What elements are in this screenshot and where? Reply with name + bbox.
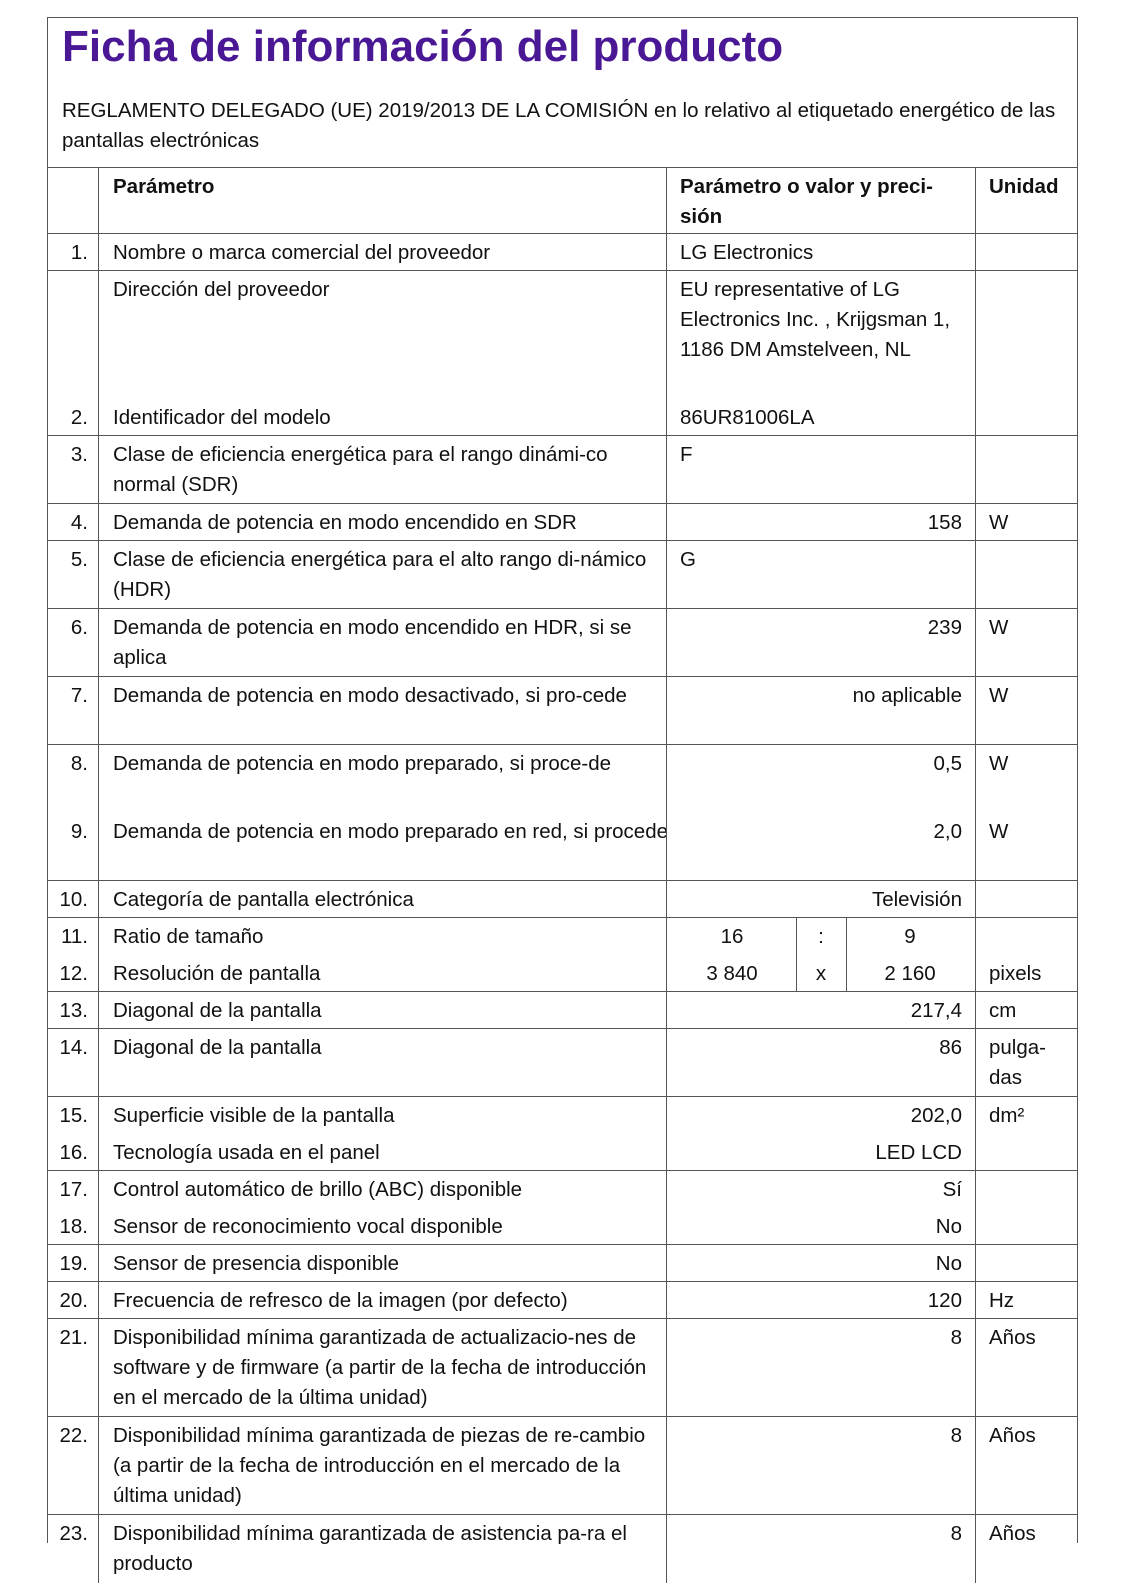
page-title: Ficha de información del producto bbox=[62, 22, 784, 71]
row-value: No bbox=[935, 1214, 962, 1238]
row-value: 217,4 bbox=[910, 998, 962, 1022]
row-parameter: Resolución de pantalla bbox=[113, 961, 321, 985]
row-parameter: Tecnología usada en el panel bbox=[113, 1140, 380, 1164]
row-value: Sí bbox=[942, 1177, 962, 1201]
row-value-b: 2 160 bbox=[884, 961, 936, 985]
row-parameter: Demanda de potencia en modo encendido en SDR bbox=[113, 510, 577, 534]
row-value: 158 bbox=[927, 510, 962, 534]
table-row bbox=[48, 234, 1077, 271]
row-unit: Años bbox=[989, 1521, 1036, 1545]
row-parameter: Superficie visible de la pantalla bbox=[113, 1103, 395, 1127]
row-parameter: Demanda de potencia en modo preparado, si proce-de bbox=[113, 751, 612, 775]
column-header-parameter: Parámetro bbox=[113, 175, 215, 198]
row-parameter: Identificador del modelo bbox=[113, 405, 331, 429]
row-number: 9. bbox=[70, 819, 88, 843]
row-number: 6. bbox=[70, 615, 88, 639]
table-row bbox=[48, 918, 1077, 955]
row-value: 8 bbox=[950, 1325, 962, 1349]
row-value-a: 3 840 bbox=[706, 961, 758, 985]
row-number: 20. bbox=[59, 1288, 88, 1312]
row-value: G bbox=[680, 547, 696, 571]
table-row bbox=[48, 1097, 1077, 1134]
row-value: no aplicable bbox=[852, 683, 962, 707]
row-parameter: Frecuencia de refresco de la imagen (por defecto) bbox=[113, 1288, 568, 1312]
row-value-a: 16 bbox=[720, 924, 744, 948]
row-parameter: Clase de eficiencia energética para el alto rango di-námico (HDR) bbox=[113, 547, 647, 601]
row-unit: pixels bbox=[989, 961, 1042, 985]
divider-ratio-left bbox=[796, 918, 797, 992]
row-value: 120 bbox=[927, 1288, 962, 1312]
row-parameter: Dirección del proveedor bbox=[113, 277, 330, 301]
row-parameter: Diagonal de la pantalla bbox=[113, 1035, 322, 1059]
divider-value bbox=[975, 168, 976, 1583]
row-number: 12. bbox=[59, 961, 88, 985]
table-row bbox=[48, 955, 1077, 992]
table-row bbox=[48, 813, 1077, 881]
row-unit: W bbox=[989, 510, 1009, 534]
row-value: F bbox=[680, 442, 693, 466]
row-number: 21. bbox=[59, 1325, 88, 1349]
table-row bbox=[48, 609, 1077, 677]
row-parameter: Ratio de tamaño bbox=[113, 924, 264, 948]
row-number: 10. bbox=[59, 887, 88, 911]
row-number: 18. bbox=[59, 1214, 88, 1238]
row-value: 86 bbox=[939, 1035, 962, 1059]
row-value-separator: x bbox=[815, 961, 827, 985]
row-number: 3. bbox=[70, 442, 88, 466]
row-number: 2. bbox=[70, 405, 88, 429]
row-value: Televisión bbox=[871, 887, 962, 911]
row-unit: W bbox=[989, 751, 1009, 775]
row-unit: W bbox=[989, 683, 1009, 707]
row-value-b: 9 bbox=[904, 924, 916, 948]
row-unit: Hz bbox=[989, 1288, 1015, 1312]
row-number: 11. bbox=[61, 924, 88, 948]
row-value: LED LCD bbox=[875, 1140, 962, 1164]
row-number: 19. bbox=[59, 1251, 88, 1275]
row-parameter: Disponibilidad mínima garantizada de actualizacio-nes de software y de firmware (a partir de la fecha de introducción en el mercado de la última unidad) bbox=[113, 1325, 647, 1409]
row-parameter: Demanda de potencia en modo desactivado, si pro-cede bbox=[113, 683, 627, 707]
table-row bbox=[48, 881, 1077, 918]
row-unit: W bbox=[989, 615, 1009, 639]
table-row bbox=[48, 271, 1077, 399]
column-header-value-line1: Parámetro o valor y preci- bbox=[680, 175, 933, 198]
table-header-row bbox=[48, 168, 1077, 234]
table-row bbox=[48, 677, 1077, 745]
row-number: 15. bbox=[59, 1103, 88, 1127]
row-unit: pulga-das bbox=[989, 1035, 1046, 1089]
regulation-subtitle: REGLAMENTO DELEGADO (UE) 2019/2013 DE LA COMISIÓN en lo relativo al etiquetado energético de las pantallas electrónicas bbox=[62, 99, 1056, 152]
row-parameter: Nombre o marca comercial del proveedor bbox=[113, 240, 491, 264]
row-parameter: Sensor de reconocimiento vocal disponible bbox=[113, 1214, 503, 1238]
row-parameter: Disponibilidad mínima garantizada de asistencia pa-ra el producto bbox=[113, 1521, 627, 1575]
row-value: No bbox=[935, 1251, 962, 1275]
table-row bbox=[48, 1282, 1077, 1319]
column-header-value bbox=[680, 172, 960, 232]
row-parameter: Control automático de brillo (ABC) disponible bbox=[113, 1177, 523, 1201]
row-parameter: Demanda de potencia en modo preparado en red, si procede bbox=[113, 819, 669, 843]
row-parameter: Disponibilidad mínima garantizada de piezas de re-cambio (a partir de la fecha de introducción en el mercado de la última unidad) bbox=[113, 1423, 646, 1507]
row-parameter: Categoría de pantalla electrónica bbox=[113, 887, 414, 911]
row-parameter: Diagonal de la pantalla bbox=[113, 998, 322, 1022]
row-parameter: Demanda de potencia en modo encendido en HDR, si se aplica bbox=[113, 615, 632, 669]
table-row bbox=[48, 1208, 1077, 1245]
row-number: 14. bbox=[59, 1035, 88, 1059]
table-row bbox=[48, 1417, 1077, 1515]
column-header-unit: Unidad bbox=[989, 175, 1059, 198]
table-row bbox=[48, 745, 1077, 813]
row-number: 13. bbox=[59, 998, 88, 1022]
table-row bbox=[48, 1029, 1077, 1097]
divider-ratio-right bbox=[846, 918, 847, 992]
row-value: 8 bbox=[950, 1521, 962, 1545]
row-value: 239 bbox=[927, 615, 962, 639]
row-number: 16. bbox=[59, 1140, 88, 1164]
row-unit: Años bbox=[989, 1325, 1036, 1349]
row-unit: Años bbox=[989, 1423, 1036, 1447]
row-number: 7. bbox=[70, 683, 88, 707]
row-number: 17. bbox=[59, 1177, 88, 1201]
row-parameter: Sensor de presencia disponible bbox=[113, 1251, 400, 1275]
row-unit: dm² bbox=[989, 1103, 1025, 1127]
row-number: 22. bbox=[59, 1423, 88, 1447]
table-row bbox=[48, 399, 1077, 436]
table-row bbox=[48, 436, 1077, 504]
row-unit: cm bbox=[989, 998, 1017, 1022]
row-value: LG Electronics bbox=[680, 240, 814, 264]
row-number: 23. bbox=[59, 1521, 88, 1545]
row-unit: W bbox=[989, 819, 1009, 843]
row-value: 0,5 bbox=[933, 751, 962, 775]
row-number: 1. bbox=[70, 240, 88, 264]
row-number: 4. bbox=[70, 510, 88, 534]
table-row bbox=[48, 1245, 1077, 1282]
table-row bbox=[48, 1319, 1077, 1417]
table-row bbox=[48, 1134, 1077, 1171]
row-value: 2,0 bbox=[933, 819, 962, 843]
row-value: EU representative of LG Electronics Inc. , Krijgsman 1, 1186 DM Amstelveen, NL bbox=[680, 277, 951, 361]
row-parameter: Clase de eficiencia energética para el rango dinámi-co normal (SDR) bbox=[113, 442, 608, 496]
divider-number bbox=[98, 168, 99, 1583]
row-value: 202,0 bbox=[910, 1103, 962, 1127]
table-row bbox=[48, 1515, 1077, 1583]
row-value: 86UR81006LA bbox=[680, 405, 815, 429]
table-row bbox=[48, 1171, 1077, 1208]
divider-param bbox=[666, 168, 667, 1583]
table-row bbox=[48, 541, 1077, 609]
row-value: 8 bbox=[950, 1423, 962, 1447]
table-row bbox=[48, 992, 1077, 1029]
row-number: 5. bbox=[70, 547, 88, 571]
row-number: 8. bbox=[70, 751, 88, 775]
product-info-sheet bbox=[47, 17, 1078, 1575]
row-value-separator: : bbox=[818, 924, 824, 948]
table-row bbox=[48, 504, 1077, 541]
column-header-value-line2: sión bbox=[680, 205, 723, 229]
